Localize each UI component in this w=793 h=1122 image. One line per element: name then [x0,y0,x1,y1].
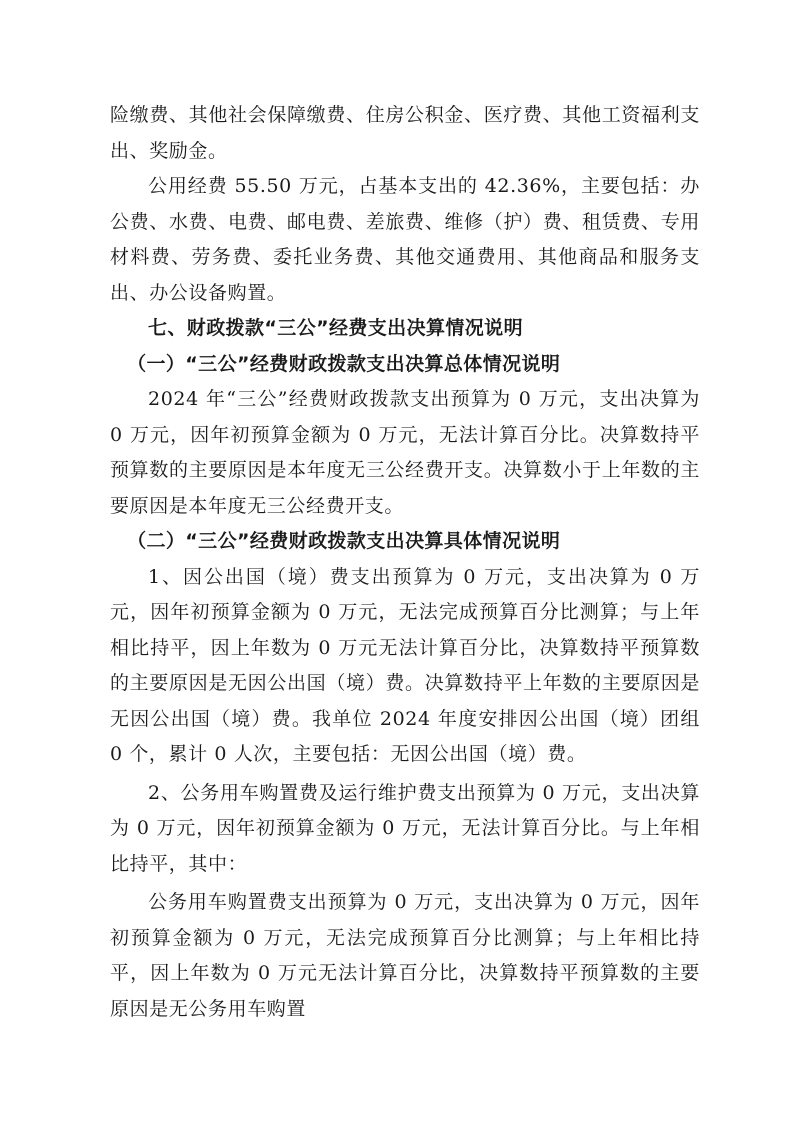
paragraph-vehicle-purchase: 公务用车购置费支出预算为 0 万元，支出决算为 0 万元，因年初预算金额为 0 万元，无法完成预算百分比测算；与上年相比持平，因上年数为 0 万元无法计算百分比，决算数持平预算数的主要原因是无公务用车购置 [110,891,700,1020]
section-heading-three-public: 七、财政拨款“三公”经费支出决算情况说明 [148,317,523,339]
paragraph-overseas-travel: 1、因公出国（境）费支出预算为 0 万元，支出决算为 0 万元，因年初预算金额为 0 万元，无法完成预算百分比测算；与上年相比持平，因上年数为 0 万元无法计算百分比，决算数持平预算数的主要原因是无因公出国（境）费。决算数持平上年数的主要原因是无因公出国（境）费。我单位 2024 年度安排因公出国（境）团组 0 个，累计 0 人次，主要包括：无因公出国（境）费。 [110,565,700,765]
document-body [110,98,700,1027]
subsection-heading-overall: （一）“三公”经费财政拨款支出决算总体情况说明 [127,352,561,375]
paragraph-overall: 2024 年“三公”经费财政拨款支出预算为 0 万元，支出决算为 0 万元，因年初预算金额为 0 万元，无法计算百分比。决算数持平预算数的主要原因是本年度无三公经费开支。决算数小于上年数的主要原因是本年度无三公经费开支。 [110,388,700,517]
paragraph-continuation: 险缴费、其他社会保障缴费、住房公积金、医疗费、其他工资福利支出、奖励金。 [110,104,700,162]
paragraph-official-vehicles: 2、公务用车购置费及运行维护费支出预算为 0 万元，支出决算为 0 万元，因年初预算金额为 0 万元，无法计算百分比。与上年相比持平，其中： [110,781,700,875]
subsection-heading-specific: （二）“三公”经费财政拨款支出决算具体情况说明 [127,530,561,552]
paragraph-public-funds: 公用经费 55.50 万元，占基本支出的 42.36%，主要包括：办公费、水费、电费、邮电费、差旅费、维修（护）费、租赁费、专用材料费、劳务费、委托业务费、其他交通费用、其他商品和服务支出、办公设备购置。 [110,175,700,304]
